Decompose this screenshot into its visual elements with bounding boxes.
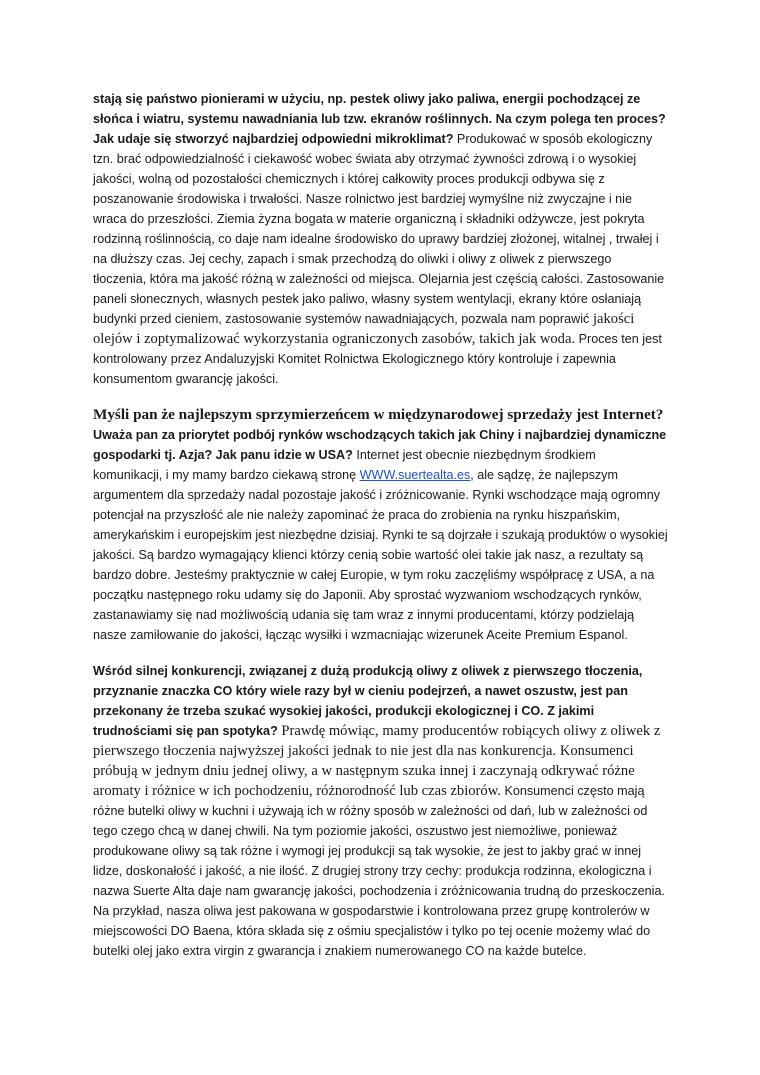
- document-page: [93, 89, 668, 961]
- question-text: Uważa pan za priorytet podbój rynków wschodzących takich jak Chiny i najbardziej dynamiczne gospodarki tj. Azja? Jak panu idzie w USA?: [93, 428, 667, 462]
- question-text: Wśród silnej konkurencji, związanej z dużą produkcją oliwy z oliwek z pierwszego tłoczenia, przyznanie znaczka CO który wiele razy był w cieniu podejrzeń, a nawet oszustw, jest pan przekonany że trzeba szukać wysokiej jakości, produkcji ekologicznej i CO. Z jakimi trudnościami się pan spotyka?: [93, 664, 643, 738]
- question-text: stają się państwo pionierami w użyciu, np. pestek oliwy jako paliwa, energii pochodzącej ze słońca i wiatru, systemu nawadniania lub tzw. ekranów roślinnych. Na czym polega ten proces? Jak udaje się stworzyć najbardziej odpowiedni mikroklimat?: [93, 92, 666, 146]
- answer-text: , ale sądzę, że najlepszym argumentem dla sprzedaży nadal pozostaje jakość i zróżnicowanie. Rynki wschodzące mają ogromny potencjał na przyszłość ale nie należy zapominać że praca do zrobienia na rynku hiszpańskim, amerykańskim i europejskim jest niezbędne dzisiaj. Rynki te są dojrzałe i szukają produktów o wysokiej jakości. Są bardzo wymagający klienci którzy cenią sobie wartość olei takie jak nasz, a rezultaty są bardzo dobre. Jesteśmy praktycznie w całej Europie, w tym roku zaczęliśmy współpracę z USA, a na początku następnego roku udamy się do Japonii. Aby sprostać wyzwaniom wschodzących rynków, zastanawiamy się nad możliwością udania się tam wraz z innymi producentami, którzy podzielają nasze zamiłowanie do jakości, łącząc wysiłki i wzmacniając wizerunek Aceite Premium Espanol.: [93, 468, 668, 642]
- section-heading: Myśli pan że najlepszym sprzymierzeńcem w międzynarodowej sprzedaży jest Internet?: [93, 406, 664, 423]
- answer-text: Konsumenci często mają różne butelki oliwy w kuchni i używają ich w różny sposób w zależności od dań, lub w zależności od tego czego chcą w danej chwili. Na tym poziomie jakości, oszustwo jest niemożliwe, ponieważ produkowane oliwy są tak różne i wymogi jej produkcji są tak wysokie, że jest to jakby grać w innej lidze, doskonałość i jakość, a nie ilość. Z drugiej strony trzy cechy: produkcja rodzinna, ekologiczna i nazwa Suerte Alta daje nam gwarancję jakości, pochodzenia i zróżnicowania trudną do przeskoczenia. Na przykład, nasza oliwa jest pakowana w gospodarstwie i kontrolowana przez grupę kontrolerów w miejscowości DO Baena, która składa się z ośmiu specjalistów i tylko po tej ocenie możemy wlać do butelki olej jako extra virgin z gwarancja i znakiem numerowanego CO na każde butelce.: [93, 784, 665, 958]
- answer-text-serif: jakości olejów i zoptymalizować wykorzystania ograniczonych zasobów, takich jak woda.: [93, 311, 635, 347]
- website-link[interactable]: WWW.suertealta.es: [359, 468, 471, 482]
- paragraph-3: [93, 661, 668, 961]
- answer-text: Proces ten jest kontrolowany przez Andaluzyjski Komitet Rolnictwa Ekologicznego który kontroluje i zapewnia konsumentom gwarancję jakości.: [93, 332, 662, 386]
- paragraph-2: [93, 425, 668, 645]
- paragraph-1: [93, 89, 668, 389]
- answer-text: Internet jest obecnie niezbędnym środkiem komunikacji, i my mamy bardzo ciekawą stronę: [93, 448, 596, 482]
- answer-text: Produkować w sposób ekologiczny tzn. brać odpowiedzialność i ciekawość wobec świata aby otrzymać żywności zdrową i o wysokiej jakości, wolną od pozostałości chemicznych i której całkowity proces produkcji odbywa się z poszanowanie środowiska i trwałości. Nasze rolnictwo jest bardziej wymyślne niż zwyczajne i nie wraca do przeszłości. Ziemia żyzna bogata w materie organiczną i składniki odżywcze, jest pokryta rodzinną roślinnością, co daje nam idealne środowisko do uprawy bardziej złożonej, witalnej , trwałej i na dłuższy czas. Jej cechy, zapach i smak przechodzą do oliwki i oliwy z oliwek z pierwszego tłoczenia, która ma jakość różną w zależności od miejsca. Olejarnia jest częścią całości. Zastosowanie paneli słonecznych, własnych pestek jako paliwo, własny system wentylacji, ekrany które osłaniają budynki przed cieniem, zastosowanie systemów nawadniających, pozwala nam poprawić: [93, 132, 665, 326]
- answer-text-serif: Prawdę mówiąc, mamy producentów robiących oliwy z oliwek z pierwszego tłoczenia najwyższej jakości jednak to nie jest dla nas konkurencja. Konsumenci próbują w jednym dniu jednej oliwy, a w następnym szuka innej i zaczynają odkrywać różne aromaty i różnice w ich pochodzeniu, różnorodność lub czas zbiorów.: [93, 723, 661, 799]
